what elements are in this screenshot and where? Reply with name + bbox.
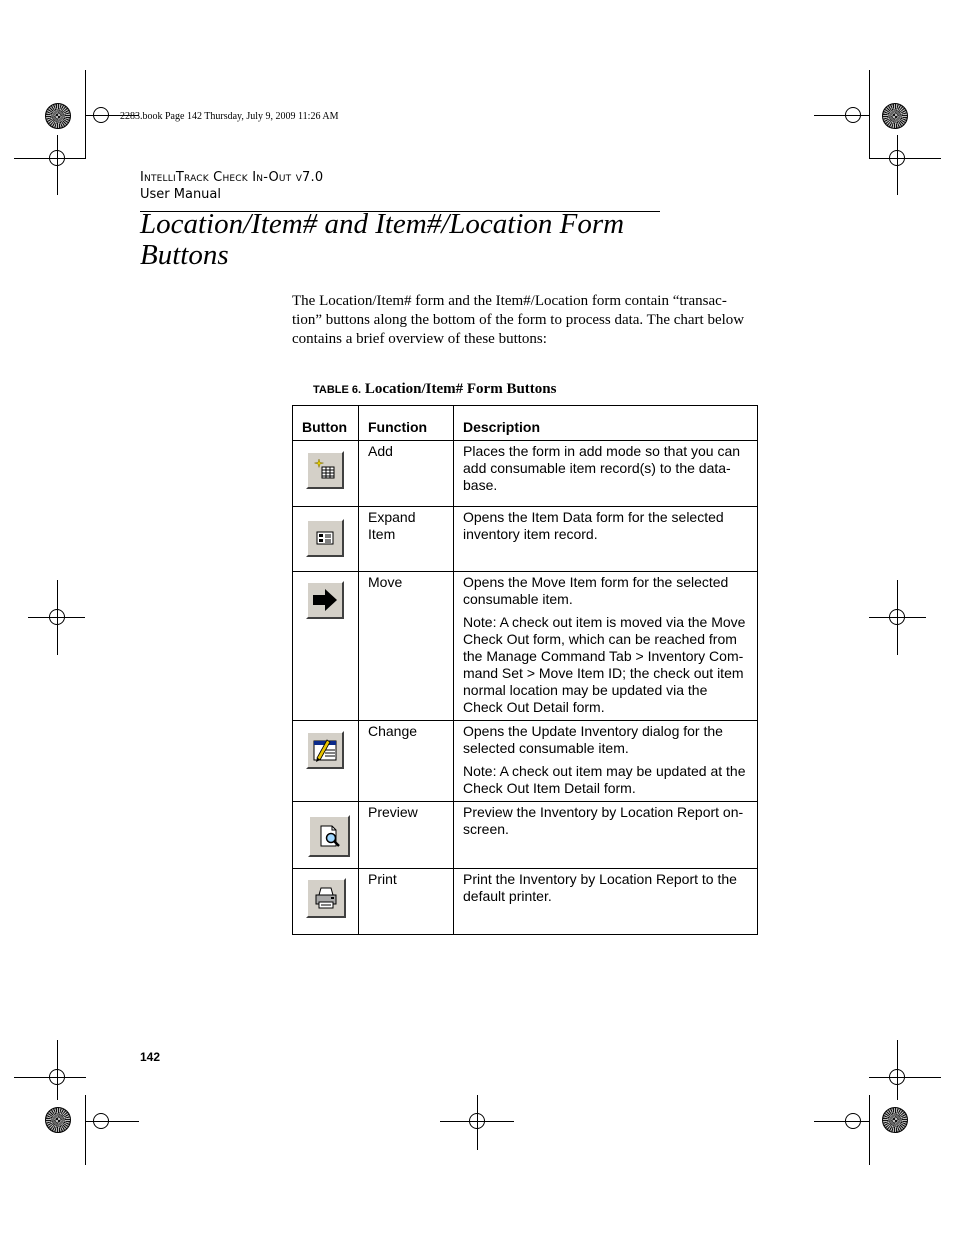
description-cell <box>454 721 758 802</box>
button-cell <box>293 572 359 721</box>
print-header: 2283.book Page 142 Thursday, July 9, 2009 11:26 AM <box>120 111 339 122</box>
table-caption <box>313 381 556 398</box>
description-cell <box>454 802 758 869</box>
page-number: 142 <box>140 1050 161 1064</box>
table-row <box>293 572 758 721</box>
running-header-subtitle: User Manual <box>140 187 222 202</box>
description-text: Print the Inventory by Location Report to the default printer. <box>463 871 737 904</box>
description-text: Places the form in add mode so that you can add consumable item record(s) to the data-base. <box>463 443 741 493</box>
function-cell: Expand Item <box>359 507 454 572</box>
table-row <box>293 721 758 802</box>
table-caption-text: Location/Item# Form Buttons <box>364 381 557 397</box>
table-row <box>293 802 758 869</box>
table-row <box>293 869 758 935</box>
button-cell <box>293 869 359 935</box>
description-cell <box>454 572 758 721</box>
expand-item-icon <box>306 519 344 557</box>
description-cell <box>454 441 758 507</box>
table-row <box>293 441 758 507</box>
page-title-line2: Buttons <box>140 239 229 271</box>
button-cell <box>293 441 359 507</box>
edit-pencil-icon <box>306 731 344 769</box>
table-row <box>293 507 758 572</box>
arrow-right-icon <box>306 581 344 619</box>
function-cell: Print <box>359 869 454 935</box>
description-cell <box>454 869 758 935</box>
intro-paragraph <box>292 292 758 349</box>
description-note: Note: A check out item is moved via the Move Check Out form, which can be reached from the Manage Command Tab > Inventory Com-mand Set > Move Item ID; the check out item normal location may be updated via the Check Out Detail form. <box>463 614 746 715</box>
running-header-product: IntelliTrack Check In-Out v7.0 <box>140 170 324 185</box>
page-title <box>140 209 624 271</box>
printer-icon <box>306 878 346 918</box>
intro-line: contains a brief overview of these buttons: <box>292 331 547 347</box>
button-cell <box>293 802 359 869</box>
column-header-function: Function <box>359 406 454 441</box>
table-caption-label: TABLE 6. <box>313 384 362 396</box>
function-cell: Preview <box>359 802 454 869</box>
column-header-button: Button <box>293 406 359 441</box>
intro-line: tion” buttons along the bottom of the form to process data. The chart below <box>292 312 745 328</box>
buttons-table <box>292 405 758 935</box>
table-header-row <box>293 406 758 441</box>
description-text: Preview the Inventory by Location Report on-screen. <box>463 804 744 837</box>
column-header-description: Description <box>454 406 758 441</box>
function-cell: Move <box>359 572 454 721</box>
description-note: Note: A check out item may be updated at the Check Out Item Detail form. <box>463 763 746 796</box>
intro-line: The Location/Item# form and the Item#/Location form contain “transac- <box>292 293 727 309</box>
button-cell <box>293 721 359 802</box>
description-cell <box>454 507 758 572</box>
page-title-line1: Location/Item# and Item#/Location Form <box>140 208 625 240</box>
add-record-icon <box>306 451 344 489</box>
description-text: Opens the Move Item form for the selected consumable item. <box>463 574 729 607</box>
preview-magnifier-icon <box>308 815 350 857</box>
function-cell: Change <box>359 721 454 802</box>
description-text: Opens the Item Data form for the selected inventory item record. <box>463 509 724 542</box>
description-text: Opens the Update Inventory dialog for the selected consumable item. <box>463 723 723 756</box>
button-cell <box>293 507 359 572</box>
function-cell: Add <box>359 441 454 507</box>
